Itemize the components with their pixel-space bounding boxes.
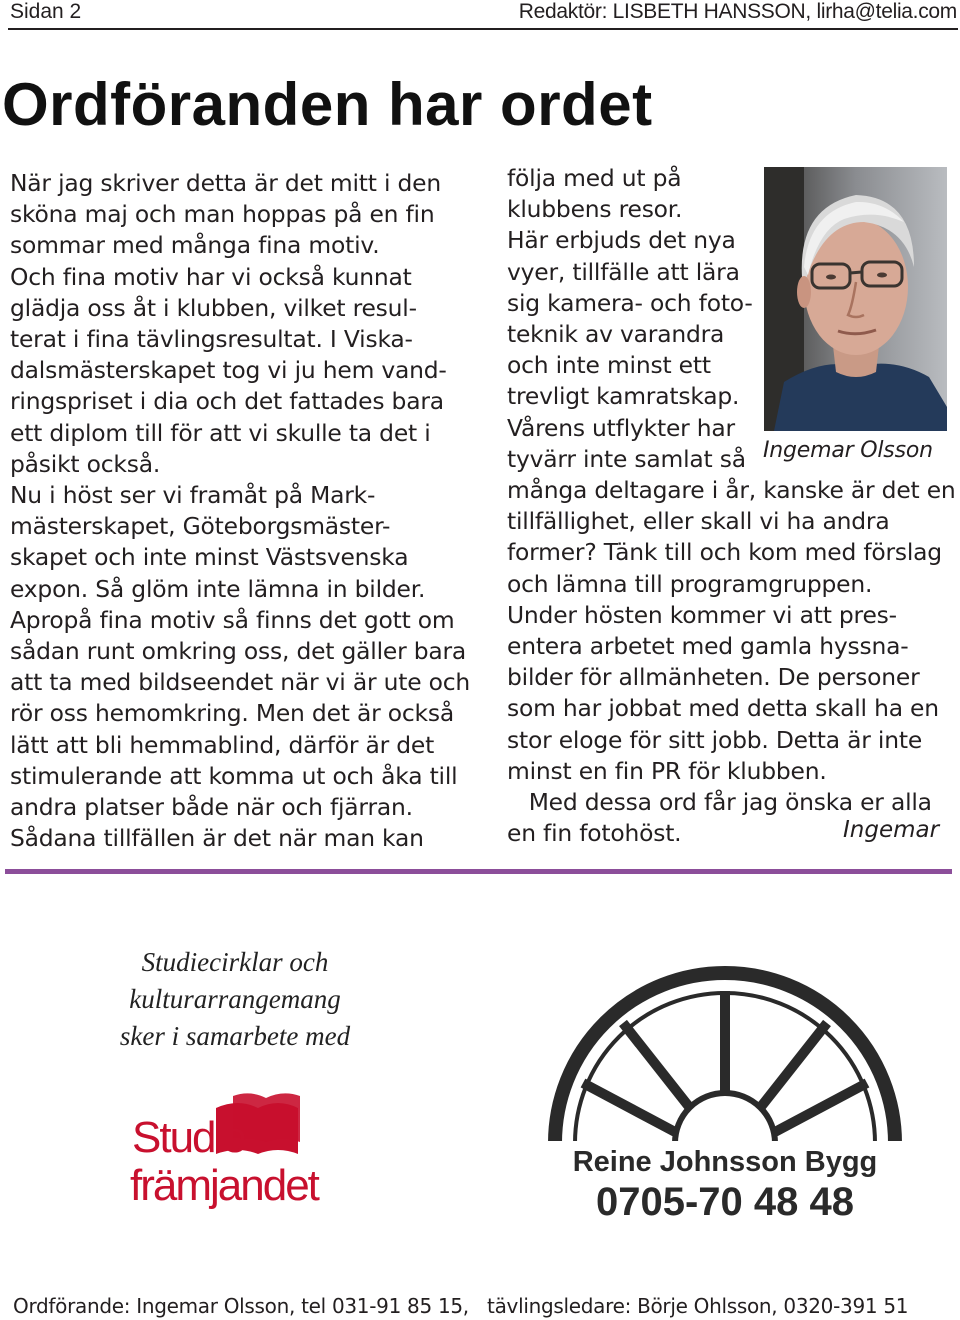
text-line: bilder för allmänheten. De personer	[507, 663, 920, 692]
text-line: tyvärr inte samlat så	[507, 444, 746, 473]
text-line: rör oss hemomkring. Men det är också	[10, 699, 454, 728]
article-title: Ordföranden har ordet	[2, 71, 653, 138]
text-line: Sådana tillfällen är det när man kan	[10, 824, 424, 853]
sponsor-intro-line: kulturarrangemang	[129, 984, 341, 1014]
text-line: sådan runt omkring oss, det gäller bara	[10, 637, 467, 666]
text-line: påsikt också.	[10, 449, 161, 478]
page-number: Sidan 2	[10, 0, 82, 23]
text-line: När jag skriver detta är det mitt i den	[10, 169, 441, 197]
text-line: sköna maj och man hoppas på en fin	[10, 200, 435, 229]
text-line: andra platser både när och fjärran.	[10, 793, 413, 822]
text-line: minst en fin PR för klubben.	[507, 756, 827, 785]
text-line: Apropå fina motiv så finns det gott om	[10, 605, 455, 634]
text-line: Nu i höst ser vi framåt på Mark-	[10, 481, 376, 510]
footer-contacts: Ordförande: Ingemar Olsson, tel 031-91 85 15, tävlingsledare: Börje Ohlsson, 0320-391 51	[13, 1294, 909, 1318]
text-line: entera arbetet med gamla hyssna-	[507, 632, 909, 661]
text-line: att ta med bildseendet när vi är ute och	[10, 668, 471, 697]
sponsor-intro-line: sker i samarbete med	[119, 1021, 351, 1051]
text-line: sommar med många fina motiv.	[10, 231, 380, 260]
text-line: sig kamera- och foto-	[507, 288, 753, 317]
text-line: terat i fina tävlingsresultat. I Viska-	[10, 325, 413, 354]
studiefrämjandet-logo	[128, 1092, 338, 1210]
sponsor-intro-line: Studiecirklar och	[141, 947, 329, 977]
bygg-phone: 0705-70 48 48	[595, 1180, 855, 1224]
text-line: klubbens resor.	[507, 195, 683, 224]
header-rule	[8, 28, 958, 30]
text-line: mästerskapet, Göteborgsmäster-	[10, 512, 391, 541]
text-line: trevligt kamratskap.	[507, 382, 740, 411]
portrait-photo	[764, 167, 947, 431]
text-line: tillfällighet, eller skall vi ha andra	[507, 507, 890, 536]
text-line: en fin fotohöst.	[507, 819, 682, 848]
text-line: Här erbjuds det nya	[507, 226, 736, 255]
text-line: Under hösten kommer vi att pres-	[507, 600, 897, 629]
text-line: Och fina motiv har vi också kunnat	[10, 262, 412, 291]
text-line: ringspriset i dia och det fattades bara	[10, 387, 444, 416]
text-line: expon. Så glöm inte lämna in bilder.	[10, 574, 426, 603]
text-line: glädja oss åt i klubben, vilket resul-	[10, 293, 417, 322]
article-left-column	[10, 168, 470, 854]
signature: Ingemar	[843, 817, 940, 843]
text-line: dalsmästerskapet tog vi ju hem vand-	[10, 356, 447, 385]
text-line: stimulerande att komma ut och åka till	[10, 761, 458, 790]
text-line: ett diplom till för att vi skulle ta det i	[10, 418, 431, 447]
text-line: som har jobbat med detta skall ha en	[507, 694, 939, 723]
text-line: skapet och inte minst Västsvenska	[10, 543, 409, 572]
studie-logo-word1: Studie	[132, 1113, 245, 1162]
text-line: och inte minst ett	[507, 351, 711, 380]
text-line: många deltagare i år, kanske är det en	[507, 476, 956, 505]
portrait-illustration	[764, 167, 947, 431]
text-line: teknik av varandra	[507, 320, 725, 349]
bygg-name: Reine Johnsson Bygg	[572, 1146, 878, 1178]
section-divider	[5, 869, 952, 874]
sponsor-intro	[80, 944, 390, 1055]
editor-credit: Redaktör: LISBETH HANSSON, lirha@telia.com	[518, 0, 957, 23]
text-line: stor eloge för sitt jobb. Detta är inte	[507, 725, 923, 754]
text-line: följa med ut på	[507, 164, 682, 192]
text-line: vyer, tillfälle att lära	[507, 257, 740, 286]
text-line: Med dessa ord får jag önska er alla	[507, 788, 932, 817]
text-line: former? Tänk till och kom med förslag	[507, 538, 942, 567]
text-line: och lämna till programgruppen.	[507, 569, 873, 598]
photo-caption: Ingemar Olsson	[763, 438, 933, 463]
studie-logo-word2: främjandet	[130, 1161, 318, 1210]
text-line: lätt att bli hemmablind, därför är det	[10, 730, 435, 759]
text-line: Vårens utflykter har	[507, 413, 735, 442]
reine-johnsson-bygg-logo	[545, 963, 905, 1233]
